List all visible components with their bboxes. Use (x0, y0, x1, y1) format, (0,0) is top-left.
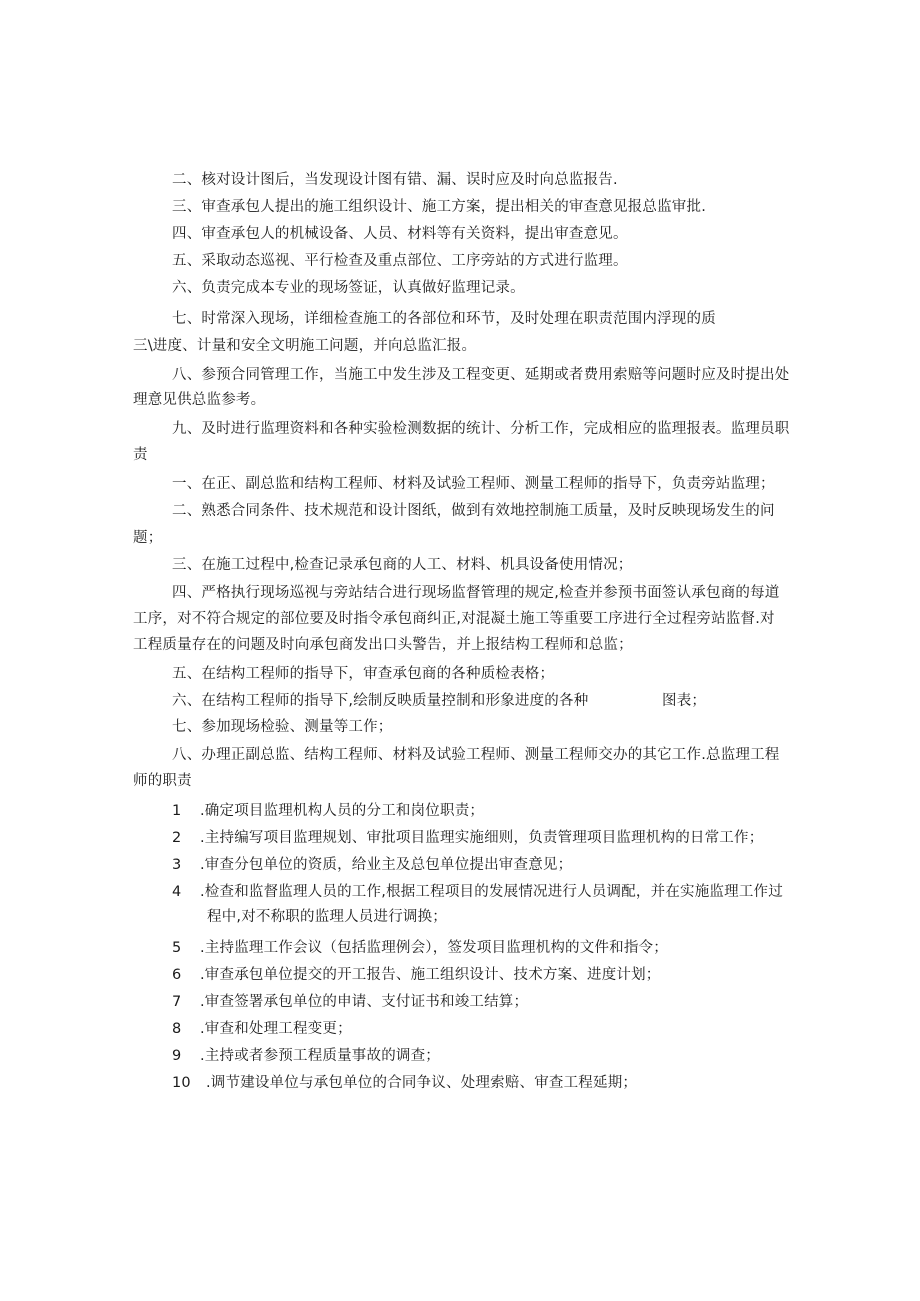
list-item (172, 961, 661, 989)
paragraph-a7-line2: 三\进度、计量和安全文明施工问题，并向总监汇报。 (133, 338, 477, 354)
list-item-number: 1 (172, 803, 182, 819)
list-item-number: 9 (172, 1048, 182, 1064)
paragraph-a3: 三、审查承包人提出的施工组织设计、施工方案，提出相关的审查意见报总监审批. (172, 199, 707, 215)
paragraph-a5: 五、采取动态巡视、平行检查及重点部位、工序旁站的方式进行监理。 (172, 253, 628, 269)
list-item-number: 2 (172, 830, 182, 846)
paragraph-a6: 六、负责完成本专业的现场签证，认真做好监理记录。 (172, 280, 525, 296)
list-item-text: .调节建设单位与承包单位的合同争议、处理索赔、审查工程延期； (206, 1075, 638, 1091)
paragraph-b2-line1: 二、熟悉合同条件、技术规范和设计图纸，做到有效地控制施工质量，及时反映现场发生的问 (172, 503, 775, 519)
list-item-text: .检查和监督监理人员的工作,根据工程项目的发展情况进行人员调配，并在实施监理工作过 (200, 884, 783, 900)
list-item-number: 3 (172, 857, 182, 873)
paragraph-b4-line1: 四、严格执行现场巡视与旁站结合进行现场监督管理的规定,检查并参预书面签认承包商的每道 (172, 585, 780, 601)
list-item (172, 851, 572, 879)
list-item (172, 934, 668, 962)
list-item-number: 6 (172, 967, 182, 983)
list-item (172, 797, 484, 825)
paragraph-b3: 三、在施工过程中,检查记录承包商的人工、材料、机具设备使用情况； (172, 557, 633, 573)
paragraph-b2-line2: 题； (133, 530, 163, 546)
list-item-number: 7 (172, 994, 182, 1010)
list-item-text: .主持或者参预工程质量事故的调查； (200, 1048, 441, 1064)
paragraph-a4: 四、审查承包人的机械设备、人员、材料等有关资料，提出审查意见。 (172, 226, 628, 242)
list-item-text: .确定项目监理机构人员的分工和岗位职责； (200, 803, 485, 819)
list-item (172, 1015, 352, 1043)
paragraph-b4-line3: 工程质量存在的问题及时向承包商发出口头警告，并上报结构工程师和总监； (133, 637, 633, 653)
list-item-number: 10 (172, 1075, 191, 1091)
list-item (172, 824, 763, 852)
list-item-number: 8 (172, 1021, 182, 1037)
paragraph-b8-line2: 师的职责 (133, 773, 192, 789)
paragraph-b5: 五、在结构工程师的指导下，审查承包商的各种质检表格； (172, 666, 555, 682)
paragraph-a8-line2: 理意见供总监参考。 (133, 392, 266, 408)
paragraph-b4-line2: 工序，对不符合规定的部位要及时指令承包商纠正,对混凝土施工等重要工序进行全过程旁站监督.对 (133, 611, 775, 627)
list-item-text: .主持监理工作会议（包括监理例会），签发项目监理机构的文件和指令； (200, 940, 668, 956)
list-item-text: .审查承包单位提交的开工报告、施工组织设计、技术方案、进度计划； (200, 967, 661, 983)
paragraph-a7-line1: 七、时常深入现场，详细检查施工的各部位和环节，及时处理在职责范围内浮现的质 (172, 311, 716, 327)
list-item-text: .审查和处理工程变更； (200, 1021, 352, 1037)
paragraph-a8-line1: 八、参预合同管理工作，当施工中发生涉及工程变更、延期或者费用索赔等问题时应及时提出处 (172, 367, 790, 383)
paragraph-b7: 七、参加现场检验、测量等工作； (172, 719, 393, 735)
list-item-number: 4 (172, 884, 182, 900)
list-item-continuation: 程中,对不称职的监理人员进行调换； (207, 909, 448, 925)
paragraph-a2: 二、核对设计图后，当发现设计图有错、漏、误时应及时向总监报告. (172, 172, 618, 188)
paragraph-b6-part2: 图表； (662, 693, 707, 709)
paragraph-b6-part1: 六、在结构工程师的指导下,绘制反映质量控制和形象进度的各种 (172, 693, 589, 709)
list-item-number: 5 (172, 940, 182, 956)
list-item (172, 1042, 440, 1070)
list-item-text: .审查分包单位的资质，给业主及总包单位提出审查意见； (200, 857, 573, 873)
paragraph-a9-line2: 责 (133, 447, 148, 463)
paragraph-a9-line1: 九、及时进行监理资料和各种实验检测数据的统计、分析工作，完成相应的监理报表。监理员职 (172, 421, 790, 437)
paragraph-b1: 一、在正、副总监和结构工程师、材料及试验工程师、测量工程师的指导下，负责旁站监理； (172, 476, 775, 492)
list-item-text: .主持编写项目监理规划、审批项目监理实施细则，负责管理项目监理机构的日常工作； (200, 830, 764, 846)
list-item (172, 1069, 637, 1097)
list-item-text: .审查签署承包单位的申请、支付证书和竣工结算； (200, 994, 529, 1010)
list-item (172, 878, 783, 906)
list-item (172, 988, 528, 1016)
paragraph-b8-line1: 八、办理正副总监、结构工程师、材料及试验工程师、测量工程师交办的其它工作.总监理工程 (172, 747, 780, 763)
